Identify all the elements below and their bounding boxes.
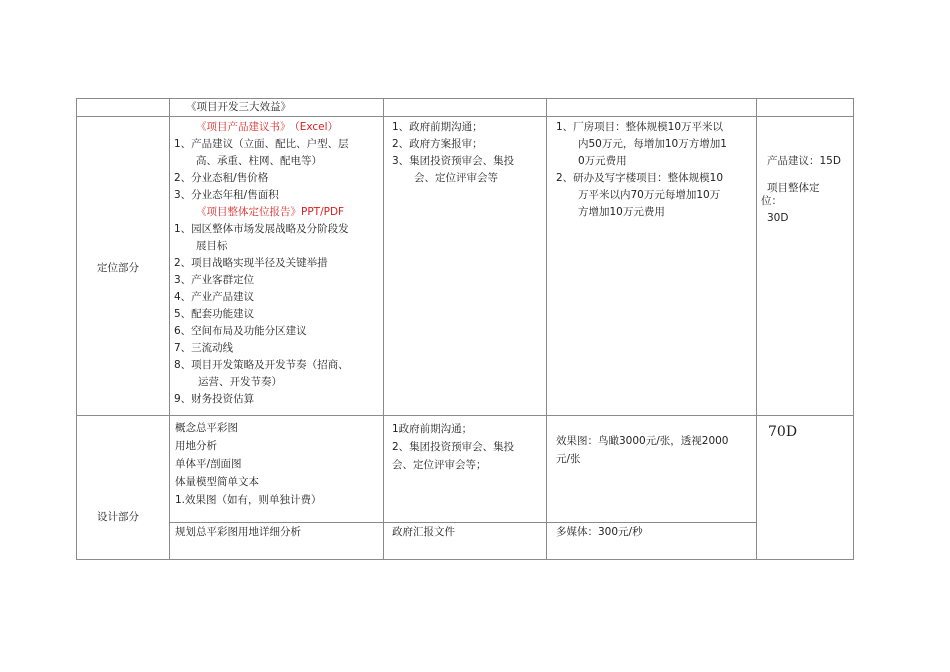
list-item: 2、分业态租/售价格 (174, 172, 269, 184)
list-item: 1.效果图（如有，则单独计费） (175, 494, 322, 506)
positioning-duration (761, 153, 841, 227)
list-item: 3、产业客群定位 (174, 274, 255, 286)
list-item: 1、政府前期沟通； (392, 121, 483, 133)
row-divider (76, 415, 854, 416)
design-deliverables (175, 419, 322, 509)
table-border-bottom (76, 559, 854, 560)
duration-text: 项目整体定 (767, 182, 820, 194)
list-item: 3、集团投资预审会、集投 (392, 155, 515, 167)
list-item: 多媒体：300元/秒 (556, 526, 643, 538)
deliverable-heading: 《项目产品建议书》 （Excel） (196, 121, 339, 133)
list-item: 用地分析 (175, 440, 217, 452)
list-item: 会、定位评审会等 (414, 172, 498, 184)
list-item: 元/张 (556, 453, 581, 465)
duration-text: 30D (767, 212, 789, 224)
positioning-approvals (392, 119, 514, 187)
list-item: 9、财务投资估算 (174, 393, 255, 405)
column-divider (756, 98, 757, 560)
row-divider (76, 116, 854, 117)
design-approvals (392, 420, 514, 474)
list-item: 2、政府方案报审； (392, 138, 483, 150)
design-fee-bottom (556, 524, 643, 541)
section-label: 定位部分 (97, 262, 139, 274)
positioning-deliverables (174, 119, 349, 408)
list-item: 高、承重、柱网、配电等） (196, 155, 322, 167)
section-label: 设计部分 (97, 511, 139, 523)
design-fees (556, 432, 728, 468)
list-item: 单体平/剖面图 (175, 458, 242, 470)
duration-text: 产品建议：15D (767, 155, 841, 167)
list-item: 1、产品建议（立面、配比、户型、层 (174, 138, 349, 150)
benefits-title: 《项目开发三大效益》 (186, 101, 291, 113)
list-item: 运营、开发节奏） (198, 376, 282, 388)
list-item: 4、产业产品建议 (174, 291, 255, 303)
design-duration (768, 424, 797, 441)
list-item: 0万元费用 (578, 155, 627, 167)
table-border-right (853, 98, 854, 560)
duration-text: 位： (761, 195, 782, 207)
positioning-label (97, 260, 139, 277)
list-item: 规划总平彩图用地详细分析 (175, 526, 301, 538)
list-item: 万平米以内70万元每增加10万 (578, 189, 721, 201)
subrow-divider (169, 522, 757, 523)
list-item: 1、园区整体市场发展战略及分阶段发 (174, 223, 349, 235)
list-item: 2、项目战略实现半径及关键举措 (174, 257, 328, 269)
list-item: 3、分业态年租/售面积 (174, 189, 279, 201)
list-item: 5、配套功能建议 (174, 308, 255, 320)
deliverable-heading: 《项目整体定位报告》PPT/PDF (196, 206, 345, 218)
list-item: 2、研办及写字楼项目：整体规模10 (556, 172, 724, 184)
top-row-text (186, 99, 291, 116)
list-item: 1政府前期沟通； (392, 423, 473, 435)
column-divider (169, 98, 170, 560)
design-approval-bottom (392, 524, 455, 541)
column-divider (383, 98, 384, 560)
list-item: 会、定位评审会等； (392, 459, 487, 471)
list-item: 内50万元，每增加10万方增加1 (578, 138, 727, 150)
design-label (97, 509, 139, 526)
duration-text: 70D (768, 424, 798, 440)
list-item: 体量模型简单文本 (175, 476, 259, 488)
list-item: 政府汇报文件 (392, 526, 455, 538)
list-item: 1、厂房项目：整体规模10万平米以 (556, 121, 724, 133)
column-divider (546, 98, 547, 560)
design-deliverable-bottom (175, 524, 301, 541)
list-item: 6、空间布局及功能分区建议 (174, 325, 307, 337)
list-item: 效果图：鸟瞰3000元/张，透视2000 (556, 435, 729, 447)
list-item: 2、集团投资预审会、集投 (392, 441, 515, 453)
positioning-fees (556, 119, 727, 221)
list-item: 8、项目开发策略及开发节奏（招商、 (174, 359, 349, 371)
table-border-left (76, 98, 77, 560)
list-item: 展目标 (196, 240, 228, 252)
list-item: 方增加10万元费用 (578, 206, 665, 218)
list-item: 7、三流动线 (174, 342, 234, 354)
list-item: 概念总平彩图 (175, 422, 238, 434)
